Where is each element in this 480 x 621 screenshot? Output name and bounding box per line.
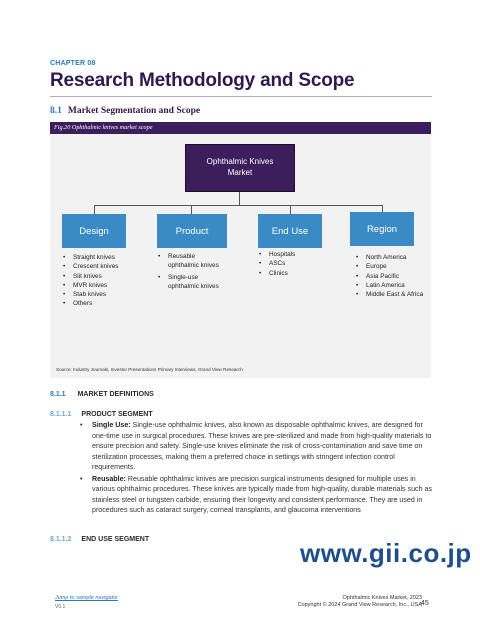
category-product: Product <box>157 214 227 248</box>
definition-bullets <box>80 420 432 517</box>
list-item: • Reusable ophthalmic knives <box>157 252 219 271</box>
category-end-use: End Use <box>258 214 322 248</box>
footer-version: V0.1 <box>55 604 66 610</box>
product-items <box>157 252 219 291</box>
product-segment-number: 8.1.1.1 <box>50 411 72 418</box>
chapter-label: CHAPTER 08 <box>50 60 96 67</box>
category-design: Design <box>62 214 126 248</box>
list-item: • Others <box>62 299 142 308</box>
list-item: • Stab knives <box>62 290 142 299</box>
list-item <box>80 420 432 473</box>
end-use-segment-title: END USE SEGMENT <box>81 536 150 543</box>
bullet-text: Single-use ophthalmic knives, also known as disposable ophthalmic knives, are designed for one-time use in surgical procedures. These knives are pre-sterilized and made from high-quality materials to ensure precision and safety. Single-use knives eliminate the risk of cross-contamination and save time on sterilization processes, making them a preferred choice in settings with stringent infection control requirements. <box>92 421 432 471</box>
watermark: www.gii.co.jp <box>300 538 472 568</box>
connector-design <box>94 205 95 214</box>
section-title: Market Segmentation and Scope <box>67 106 201 116</box>
figure-source: Source: Industry Journals, Investor Presentations Primary Interviews, Grand View Research <box>56 367 243 372</box>
section-heading <box>50 106 200 116</box>
figure-caption: Fig.20 Ophthalmic knives market scope <box>50 122 431 134</box>
page-number: 45 <box>421 600 429 607</box>
list-item: • Clinics <box>258 269 328 278</box>
list-item: • Single-use ophthalmic knives <box>157 273 219 292</box>
bullet-term: Single Use: <box>92 421 131 429</box>
list-item: • Crescent knives <box>62 262 142 271</box>
list-item: • MVR knives <box>62 281 142 290</box>
page-title: Research Methodology and Scope <box>50 70 355 91</box>
list-item <box>80 474 432 516</box>
list-item: • Asia Pacific <box>355 272 425 281</box>
list-item: • North America <box>355 253 425 262</box>
connector-end-use <box>290 205 291 214</box>
list-item: • Latin America <box>355 281 425 290</box>
product-segment-heading <box>50 411 153 418</box>
definitions-title: MARKET DEFINITIONS <box>77 391 154 398</box>
root-node: Ophthalmic Knives Market <box>185 144 295 192</box>
list-item: • Europe <box>355 262 425 271</box>
connector-root-down <box>239 192 240 205</box>
end-use-segment-number: 8.1.1.2 <box>50 536 72 543</box>
design-items <box>62 253 142 309</box>
end-use-items <box>258 250 328 278</box>
definitions-number: 8.1.1 <box>50 391 66 398</box>
footer-report-title: Ophthalmic Knives Market, 2023 <box>342 595 422 601</box>
list-item: • ASCs <box>258 259 328 268</box>
list-item: • Straight knives <box>62 253 142 262</box>
title-rule <box>50 96 432 97</box>
product-segment-title: PRODUCT SEGMENT <box>81 411 153 418</box>
region-items <box>355 253 425 299</box>
connector-horizontal <box>94 205 383 206</box>
footer-report-info <box>298 595 422 609</box>
category-region: Region <box>350 212 414 246</box>
footer-copyright: Copyright © 2024 Grand View Research, Inc., USA <box>297 602 422 608</box>
list-item: • Hospitals <box>258 250 328 259</box>
bullet-term: Reusable: <box>92 474 126 483</box>
end-use-segment-heading <box>50 536 149 543</box>
bullet-text: Reusable ophthalmic knives are precision surgical instruments designed for multiple uses in various ophthalmic procedures. These knives are typically made from high-quality, durable materials such as stainless steel or tungsten carbide, ensuring their longevity and consistent performance. They are used in procedures such as cataract surgery, corneal transplants, and glaucoma interventions <box>92 474 433 514</box>
list-item: • Slit knives <box>62 272 142 281</box>
section-number: 8.1 <box>50 106 62 116</box>
definitions-heading <box>50 391 154 398</box>
connector-product <box>191 205 192 214</box>
sample-navigator-link[interactable]: Jump to sample navigator <box>55 595 118 601</box>
list-item: • Middle East & Africa <box>355 290 425 299</box>
